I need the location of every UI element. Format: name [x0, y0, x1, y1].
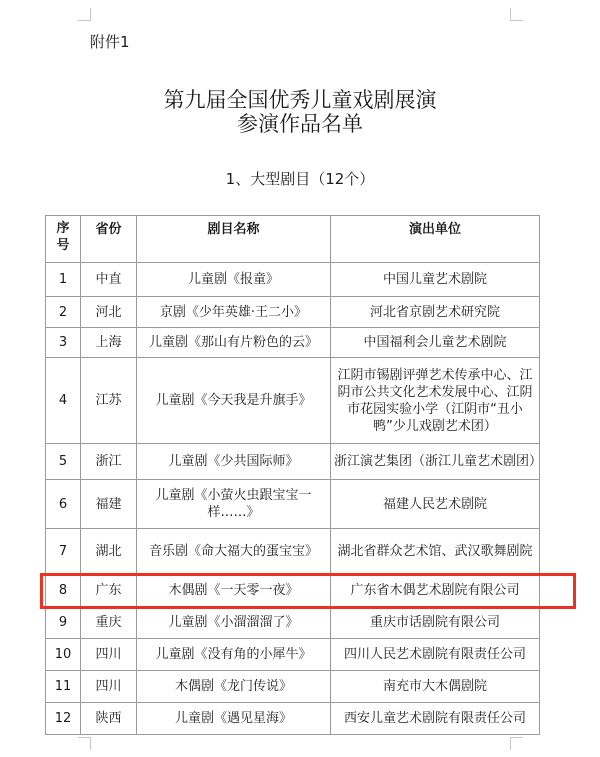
cell-unit: 江阴市锡剧评弹艺术传承中心、江阴市公共文化艺术发展中心、江阴市花园实验小学（江阴市“丑小鸭”少儿戏剧艺术团） [331, 358, 540, 444]
cell-province: 重庆 [81, 607, 137, 639]
table-row [46, 328, 540, 358]
document-title: 第九届全国优秀儿童戏剧展演 [163, 88, 437, 112]
cell-unit: 河北省京剧艺术研究院 [331, 297, 540, 328]
cell-unit: 重庆市话剧院有限公司 [331, 607, 540, 639]
attachment-label: 附件1 [90, 33, 130, 51]
cell-title: 儿童剧《小萤火虫跟宝宝一样……》 [137, 480, 331, 529]
table-row [46, 671, 540, 703]
cell-title: 木偶剧《龙门传说》 [137, 671, 331, 703]
cell-province: 四川 [81, 671, 137, 703]
table-row [46, 703, 540, 735]
cell-no: 1 [46, 263, 81, 297]
cell-province: 中直 [81, 263, 137, 297]
cell-unit: 中国福利会儿童艺术剧院 [331, 328, 540, 358]
cell-title: 儿童剧《没有角的小犀牛》 [137, 639, 331, 671]
cell-no: 11 [46, 671, 81, 703]
table-row [46, 574, 540, 607]
cell-title: 京剧《少年英雄·王二小》 [137, 297, 331, 328]
table-header-row [46, 216, 540, 263]
crop-mark-top-left [78, 8, 91, 21]
cell-title: 儿童剧《遇见星海》 [137, 703, 331, 735]
table-row [46, 607, 540, 639]
table-row [46, 444, 540, 480]
cell-no: 3 [46, 328, 81, 358]
cell-province: 湖北 [81, 529, 137, 574]
cell-unit: 中国儿童艺术剧院 [331, 263, 540, 297]
program-table [45, 215, 543, 735]
cell-province: 江苏 [81, 358, 137, 444]
cell-unit: 湖北省群众艺术馆、武汉歌舞剧院 [331, 529, 540, 574]
table-row [46, 480, 540, 529]
cell-province: 河北 [81, 297, 137, 328]
table-row [46, 639, 540, 671]
cell-title: 儿童剧《报童》 [137, 263, 331, 297]
cell-title: 儿童剧《今天我是升旗手》 [137, 358, 331, 444]
table-row [46, 263, 540, 297]
cell-unit: 南充市大木偶剧院 [331, 671, 540, 703]
cell-province: 四川 [81, 639, 137, 671]
cell-unit: 四川人民艺术剧院有限责任公司 [331, 639, 540, 671]
cell-unit: 广东省木偶艺术剧院有限公司 [331, 574, 540, 607]
cell-unit: 西安儿童艺术剧院有限责任公司 [331, 703, 540, 735]
cell-no: 2 [46, 297, 81, 328]
cell-unit: 福建人民艺术剧院 [331, 480, 540, 529]
cell-unit: 浙江演艺集团（浙江儿童艺术剧团） [331, 444, 540, 480]
header-title: 剧目名称 [137, 216, 331, 263]
section-heading: 1、大型剧目（12个） [225, 170, 375, 188]
cell-province: 福建 [81, 480, 137, 529]
table-row [46, 297, 540, 328]
cell-title: 儿童剧《少共国际师》 [137, 444, 331, 480]
table-row [46, 358, 540, 444]
cell-title: 儿童剧《那山有片粉色的云》 [137, 328, 331, 358]
header-unit: 演出单位 [331, 216, 540, 263]
header-province: 省份 [81, 216, 137, 263]
cell-no: 10 [46, 639, 81, 671]
header-no: 序号 [46, 216, 81, 263]
cell-province: 上海 [81, 328, 137, 358]
cell-no: 4 [46, 358, 81, 444]
cell-title: 木偶剧《一天零一夜》 [137, 574, 331, 607]
cell-province: 广东 [81, 574, 137, 607]
table-row [46, 529, 540, 574]
cell-no: 8 [46, 574, 81, 607]
cell-title: 儿童剧《小溜溜溜了》 [137, 607, 331, 639]
cell-no: 7 [46, 529, 81, 574]
crop-mark-bottom-left [78, 737, 91, 750]
cell-province: 浙江 [81, 444, 137, 480]
crop-mark-top-right [510, 8, 523, 21]
cell-no: 6 [46, 480, 81, 529]
cell-no: 12 [46, 703, 81, 735]
cell-province: 陕西 [81, 703, 137, 735]
cell-no: 9 [46, 607, 81, 639]
document-subtitle: 参演作品名单 [237, 112, 363, 136]
cell-title: 音乐剧《命大福大的蛋宝宝》 [137, 529, 331, 574]
crop-mark-bottom-right [510, 737, 523, 750]
cell-no: 5 [46, 444, 81, 480]
